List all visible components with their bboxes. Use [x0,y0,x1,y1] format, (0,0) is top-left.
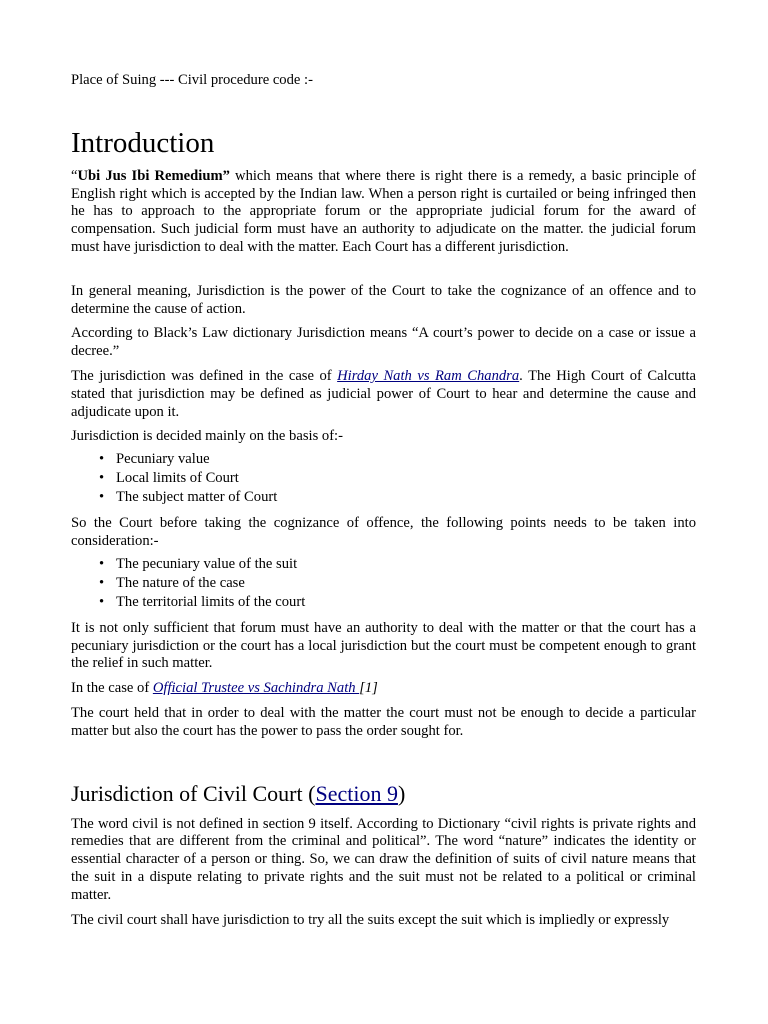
civil-paragraph-2: The civil court shall have jurisdiction to try all the suits except the suit which is impliedly or expressly [71,911,670,928]
civil-paragraph-1: The word civil is not defined in section 9 itself. According to Dictionary “civil rights is private rights and remedies that are different from the criminal and political”. The word “nature” indicates the identity or essential character of a person or thing. So, we can draw the definition of suits of civil nature means that the suit in a dispute relating to private rights and the suit must not be related to a political or criminal matter. [71,815,696,903]
intro-paragraph-4 [71,368,696,421]
intro-paragraph-4-tail: . The High Court of Calcutta stated that jurisdiction may be defined as judicial power of Court to hear and determine the cause and adjudicate upon it. [71,367,696,420]
intro-paragraph-6: So the Court before taking the cognizance of offence, the following points needs to be taken into consideration:- [71,515,696,549]
intro-paragraph-7: It is not only sufficient that forum must have an authority to deal with the matter or that the court has a pecuniary jurisdiction or the court has a local jurisdiction but the court must be competent enough to grant the relief in such matter. [71,619,696,672]
intro-paragraph-8 [71,680,696,698]
basis-list [71,450,696,507]
civil-court-heading-tail: ) [397,780,406,806]
list-item: • The nature of the case [116,574,696,593]
hirday-nath-case-link[interactable]: Hirday Nath vs Ram Chandra [337,367,520,384]
civil-court-heading-lead: Jurisdiction of Civil Court ( [71,780,316,806]
list-item: • Pecuniary value [116,450,696,469]
list-item: • Local limits of Court [116,469,696,488]
intro-paragraph-9: The court held that in order to deal with the matter the court must not be enough to decide a particular matter but also the court has the power to pass the order sought for. [71,704,696,739]
intro-paragraph-4-lead: The jurisdiction was defined in the case of [71,367,338,384]
points-list [71,555,696,612]
intro-paragraph-8-lead: In the case of [71,680,153,697]
civil-court-heading [71,781,696,807]
list-item: • The subject matter of Court [116,488,696,507]
intro-paragraph-2: In general meaning, Jurisdiction is the power of the Court to take the cognizance of an offence and to determine the cause of action. [71,282,696,317]
intro-paragraph-3: According to Black’s Law dictionary Jurisdiction means “A court’s power to decide on a case or issue a decree.” [71,325,696,360]
introduction-heading: Introduction [71,126,215,159]
list-item: • The pecuniary value of the suit [116,555,696,574]
intro-paragraph-5: Jurisdiction is decided mainly on the basis of:- [71,428,343,445]
official-trustee-case-link[interactable]: Official Trustee vs Sachindra Nath [152,680,360,697]
document-header-line: Place of Suing --- Civil procedure code :- [71,72,313,88]
intro-paragraph-1-text: which means that where there is right there is a remedy, a basic principle of English right which is accepted by the Indian law. When a person right is curtailed or being infringed then he has to approach to the appropriate forum or the appropriate judicial forum for the award of compensation. Such judicial form must have an authority to adjudicate on the matter. the judicial forum must have jurisdiction to deal with the matter. Each Court has a different jurisdiction. [71,167,696,255]
quote-open: “ [71,167,78,184]
intro-paragraph-1 [71,168,696,257]
maxim-bold: Ubi Jus Ibi Remedium” [77,167,230,184]
list-item: • The territorial limits of the court [116,593,696,612]
footnote-citation: [1] [359,680,378,697]
section-9-link[interactable]: Section 9 [315,780,398,806]
